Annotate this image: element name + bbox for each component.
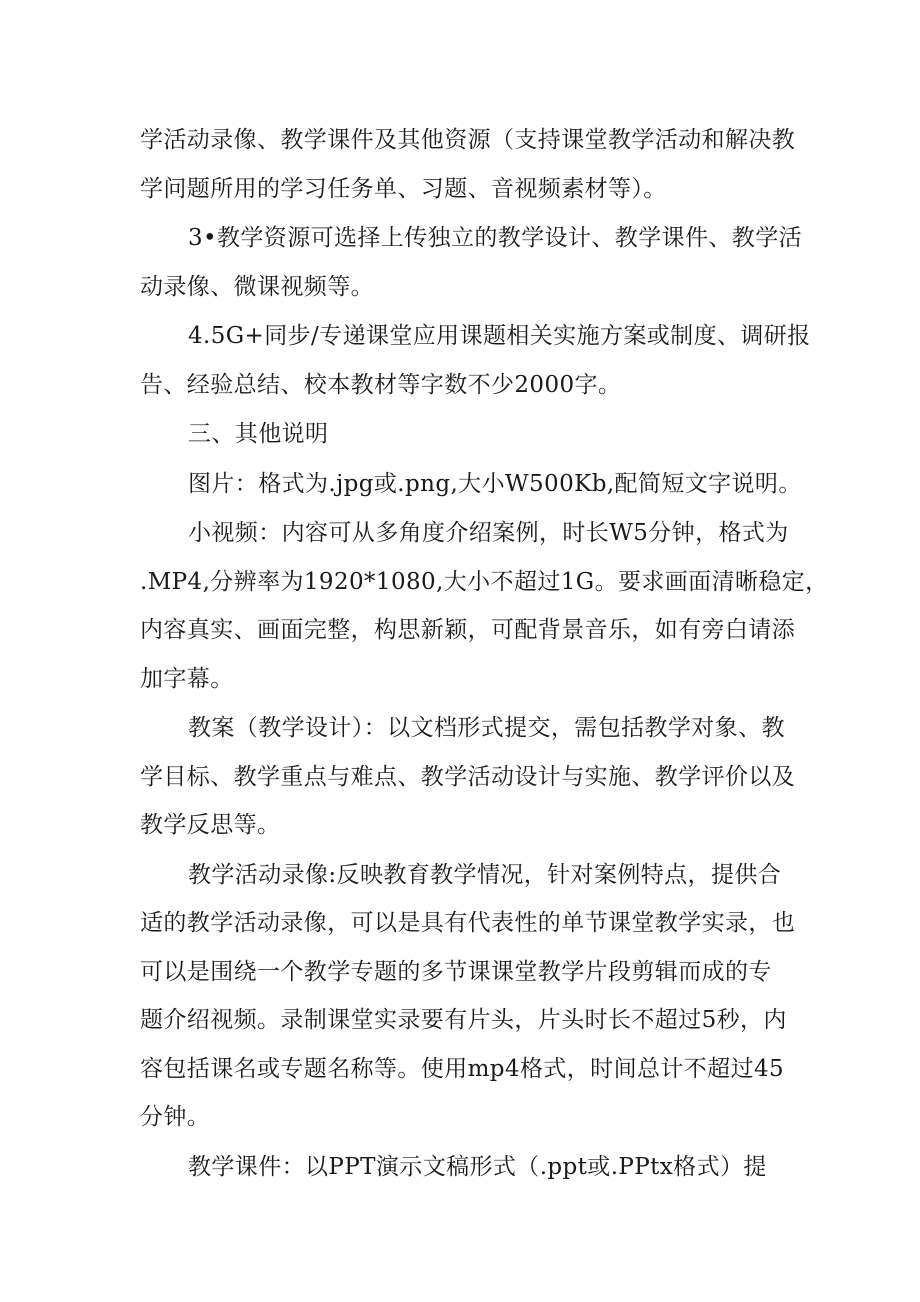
text-line: 图片：格式为.jpg或.png,大小W500Kb,配简短文字说明。: [188, 470, 802, 497]
text-line: 适的教学活动录像，可以是具有代表性的单节课堂教学实录，也: [140, 910, 796, 936]
paragraph-lead-term: 教学活动录像: [188, 861, 329, 888]
text-line: 内容真实、画面完整，构思新颖，可配背景音乐，如有旁白请添: [140, 617, 796, 643]
text-line: 4.5G+同步/专递课堂应用课题相关实施方案或制度、调研报: [188, 323, 811, 349]
text-line: 教案（教学设计）：以文档形式提交，需包括教学对象、教: [188, 715, 785, 741]
text-line: 3•教学资源可选择上传独立的教学设计、教学课件、教学活: [188, 225, 802, 251]
text-line: 教学反思等。: [140, 812, 281, 838]
paragraph-resources-continued: [140, 116, 796, 213]
text-line: 可以是围绕一个教学专题的多节课课堂教学片段剪辑而成的专: [140, 958, 772, 985]
text-line: [140, 1143, 790, 1192]
section-heading-text: 三、其他说明: [188, 421, 329, 447]
text-line: 告、经验总结、校本教材等字数不少2000字。: [140, 371, 622, 398]
text-line: [140, 509, 790, 558]
paragraph-activity-video: [140, 851, 796, 1142]
text-run: ：以PPT演示文稿形式（.ppt或.PPtx格式）提: [281, 1153, 767, 1180]
text-line: 分钟。: [140, 1104, 211, 1130]
text-line: 学目标、教学重点与难点、教学活动设计与实施、教学评价以及: [140, 763, 796, 790]
text-line: [140, 851, 790, 900]
paragraph-lesson-plan: [140, 704, 796, 850]
paragraph-item-3: [140, 214, 802, 311]
paragraph-images: [140, 460, 802, 509]
paragraph-lead-term: 小视频: [188, 520, 259, 546]
text-line: 题介绍视频。录制课堂实录要有片头，片头时长不超过5秒，内: [140, 1007, 787, 1033]
section-heading-other-notes: [140, 410, 790, 459]
paragraph-courseware: [140, 1143, 790, 1192]
paragraph-item-4: [140, 312, 811, 409]
text-line: 动录像、微课视频等。: [140, 273, 374, 300]
text-line: 学问题所用的学习任务单、习题、音视频素材等）。: [140, 175, 667, 202]
paragraph-short-video: [140, 509, 829, 703]
text-line: .MP4,分辨率为1920*1080,大小不超过1G。要求画面清晰稳定，: [140, 568, 829, 595]
document-body: [140, 116, 829, 1192]
text-line: 学活动录像、教学课件及其他资源（支持课堂教学活动和解决教: [140, 127, 796, 153]
text-run: :反映教育教学情况，针对案例特点，提供合: [328, 861, 782, 888]
paragraph-lead-term: 教学课件: [188, 1153, 282, 1180]
text-run: ：内容可从多角度介绍案例，时长W5分钟，格式为: [258, 520, 789, 546]
text-line: 容包括课名或专题名称等。使用mp4格式，时间总计不超过45: [140, 1055, 785, 1082]
text-line: 加字幕。: [140, 665, 234, 692]
